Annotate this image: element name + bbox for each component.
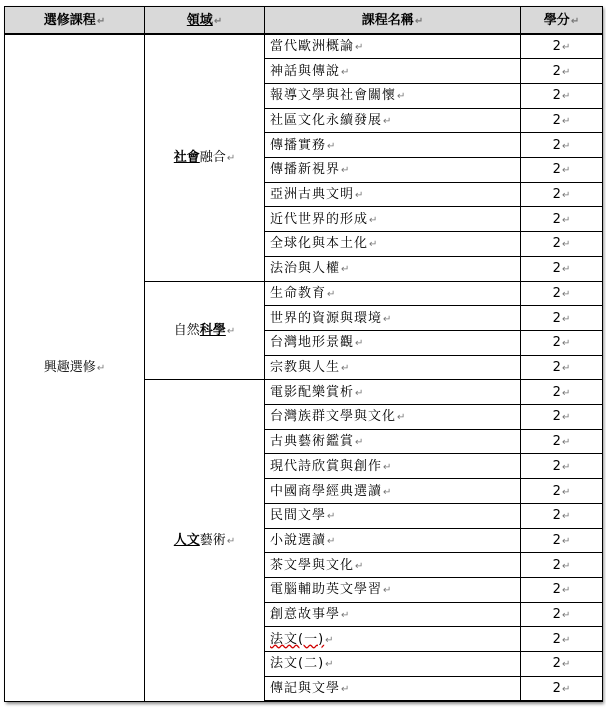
table-row <box>5 34 603 59</box>
credits-cell: 2↵ <box>521 108 603 133</box>
credits-value: 2 <box>552 557 561 573</box>
course-name: 宗教與人生 <box>270 359 341 375</box>
course-name: 茶文學與文化 <box>270 557 355 573</box>
course-name-cell: 世界的資源與環境↵ <box>265 306 521 331</box>
course-name-cell: 近代世界的形成↵ <box>265 207 521 232</box>
credits-cell: 2↵ <box>521 59 603 84</box>
course-name-cell: 亞洲古典文明↵ <box>265 182 521 207</box>
credits-cell: 2↵ <box>521 256 603 281</box>
domain-label: 自然 <box>173 322 200 338</box>
course-name-cell: 社區文化永續發展↵ <box>265 108 521 133</box>
credits-cell: 2↵ <box>521 676 603 701</box>
course-name: 民間文學 <box>270 508 327 524</box>
course-table <box>4 6 603 702</box>
course-name: 法文(一) <box>270 631 325 647</box>
course-name: 全球化與本土化 <box>270 236 369 252</box>
header-domain: 領域↵ <box>145 7 265 35</box>
credits-value: 2 <box>552 680 561 696</box>
credits-cell: 2↵ <box>521 330 603 355</box>
course-name-cell: 生命教育↵ <box>265 281 521 306</box>
course-name-cell: 小說選讀↵ <box>265 528 521 553</box>
credits-value: 2 <box>552 359 561 375</box>
course-name-cell: 宗教與人生↵ <box>265 355 521 380</box>
credits-cell: 2↵ <box>521 528 603 553</box>
course-name: 亞洲古典文明 <box>270 187 355 203</box>
header-category: 選修課程↵ <box>5 7 145 35</box>
credits-value: 2 <box>552 63 561 79</box>
credits-value: 2 <box>552 335 561 351</box>
course-name: 中國商學經典選讀 <box>270 483 383 499</box>
domain-cell: 人文藝術↵ <box>145 380 265 701</box>
credits-value: 2 <box>552 39 561 55</box>
course-name-cell: 現代詩欣賞與創作↵ <box>265 454 521 479</box>
credits-value: 2 <box>552 532 561 548</box>
course-name-cell: 台灣地形景觀↵ <box>265 330 521 355</box>
credits-cell: 2↵ <box>521 602 603 627</box>
credits-cell: 2↵ <box>521 627 603 652</box>
credits-cell: 2↵ <box>521 207 603 232</box>
course-name: 社區文化永續發展 <box>270 112 383 128</box>
credits-cell: 2↵ <box>521 306 603 331</box>
course-name: 法文(二) <box>270 656 325 672</box>
course-name-cell: 當代歐洲概論↵ <box>265 34 521 59</box>
credits-value: 2 <box>552 285 561 301</box>
credits-cell: 2↵ <box>521 479 603 504</box>
course-name-cell: 電影配樂賞析↵ <box>265 380 521 405</box>
domain-label-emphasis: 科學 <box>199 322 226 338</box>
course-name-cell: 民間文學↵ <box>265 503 521 528</box>
credits-value: 2 <box>552 187 561 203</box>
course-name-cell: 茶文學與文化↵ <box>265 553 521 578</box>
course-name-cell: 神話與傳說↵ <box>265 59 521 84</box>
credits-cell: 2↵ <box>521 355 603 380</box>
course-name-cell: 法治與人權↵ <box>265 256 521 281</box>
course-name: 古典藝術鑑賞 <box>270 434 355 450</box>
course-name: 台灣族群文學與文化 <box>270 409 397 425</box>
credits-value: 2 <box>552 631 561 647</box>
course-name-cell: 報導文學與社會關懷↵ <box>265 83 521 108</box>
credits-value: 2 <box>552 310 561 326</box>
credits-value: 2 <box>552 384 561 400</box>
course-name-cell: 法文(二)↵ <box>265 652 521 677</box>
table-header-row <box>5 7 603 35</box>
credits-cell: 2↵ <box>521 652 603 677</box>
credits-cell: 2↵ <box>521 182 603 207</box>
credits-cell: 2↵ <box>521 454 603 479</box>
header-course-name: 課程名稱↵ <box>265 7 521 35</box>
course-name: 創意故事學 <box>270 607 341 623</box>
credits-value: 2 <box>552 112 561 128</box>
course-name: 台灣地形景觀 <box>270 335 355 351</box>
course-name: 小說選讀 <box>270 532 327 548</box>
course-name: 傳記與文學 <box>270 680 341 696</box>
course-name: 生命教育 <box>270 285 327 301</box>
course-name: 傳播新視界 <box>270 162 341 178</box>
credits-cell: 2↵ <box>521 281 603 306</box>
credits-value: 2 <box>552 236 561 252</box>
course-table-frame <box>4 6 602 702</box>
credits-cell: 2↵ <box>521 503 603 528</box>
credits-value: 2 <box>552 211 561 227</box>
course-name: 電影配樂賞析 <box>270 384 355 400</box>
header-credits: 學分↵ <box>521 7 603 35</box>
domain-label-emphasis: 人文 <box>173 532 200 548</box>
course-name: 法治與人權 <box>270 261 341 277</box>
credits-cell: 2↵ <box>521 34 603 59</box>
credits-value: 2 <box>552 607 561 623</box>
credits-value: 2 <box>552 582 561 598</box>
credits-value: 2 <box>552 434 561 450</box>
course-name-cell: 傳記與文學↵ <box>265 676 521 701</box>
course-name-cell: 古典藝術鑑賞↵ <box>265 429 521 454</box>
credits-cell: 2↵ <box>521 83 603 108</box>
credits-cell: 2↵ <box>521 133 603 158</box>
course-name-cell: 全球化與本土化↵ <box>265 232 521 257</box>
course-name-cell: 傳播實務↵ <box>265 133 521 158</box>
credits-cell: 2↵ <box>521 577 603 602</box>
credits-value: 2 <box>552 409 561 425</box>
credits-cell: 2↵ <box>521 380 603 405</box>
credits-value: 2 <box>552 458 561 474</box>
course-name: 當代歐洲概論 <box>270 39 355 55</box>
course-name: 電腦輔助英文學習 <box>270 582 383 598</box>
credits-value: 2 <box>552 656 561 672</box>
credits-cell: 2↵ <box>521 158 603 183</box>
course-name: 現代詩欣賞與創作 <box>270 458 383 474</box>
course-name-cell: 台灣族群文學與文化↵ <box>265 405 521 430</box>
course-name: 近代世界的形成 <box>270 211 369 227</box>
credits-cell: 2↵ <box>521 429 603 454</box>
credits-cell: 2↵ <box>521 405 603 430</box>
domain-label-emphasis: 社會 <box>173 150 200 166</box>
course-name-cell: 法文(一)↵ <box>265 627 521 652</box>
credits-value: 2 <box>552 137 561 153</box>
domain-cell: 社會融合↵ <box>145 34 265 281</box>
course-name-cell: 創意故事學↵ <box>265 602 521 627</box>
category-label: 興趣選修 <box>43 360 96 376</box>
domain-cell: 自然科學↵ <box>145 281 265 380</box>
course-name: 報導文學與社會關懷 <box>270 88 397 104</box>
course-name-cell: 電腦輔助英文學習↵ <box>265 577 521 602</box>
credits-cell: 2↵ <box>521 232 603 257</box>
domain-label: 藝術 <box>199 532 226 548</box>
course-name-cell: 傳播新視界↵ <box>265 158 521 183</box>
course-name-cell: 中國商學經典選讀↵ <box>265 479 521 504</box>
course-name: 神話與傳說 <box>270 63 341 79</box>
course-name: 世界的資源與環境 <box>270 310 383 326</box>
credits-value: 2 <box>552 162 561 178</box>
category-cell: 興趣選修↵ <box>5 34 145 701</box>
credits-value: 2 <box>552 88 561 104</box>
credits-cell: 2↵ <box>521 553 603 578</box>
credits-value: 2 <box>552 508 561 524</box>
credits-value: 2 <box>552 261 561 277</box>
domain-label: 融合 <box>199 150 226 166</box>
credits-value: 2 <box>552 483 561 499</box>
course-name: 傳播實務 <box>270 137 327 153</box>
